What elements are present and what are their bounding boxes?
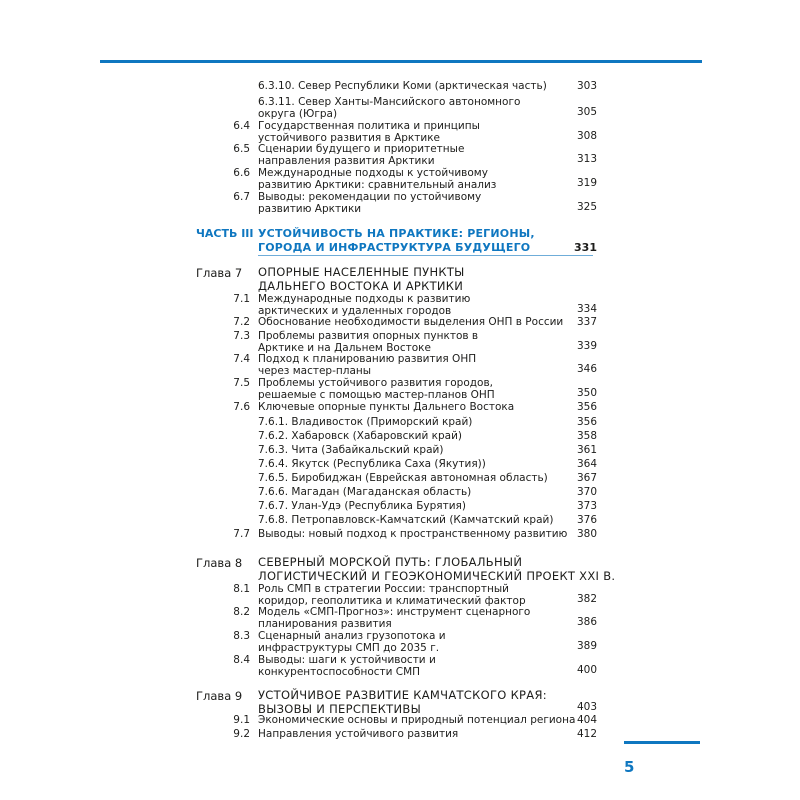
chapter-page: 403 xyxy=(576,701,597,713)
entry-page: 412 xyxy=(576,728,597,740)
entry-number: 8.4 xyxy=(233,654,250,666)
entry-page: 334 xyxy=(576,303,597,315)
entry-title: Модель «СМП-Прогноз»: инструмент сценарного планирования развития xyxy=(258,606,531,630)
entry-page: 386 xyxy=(576,616,597,628)
entry-title: 7.6.2. Хабаровск (Хабаровский край) xyxy=(258,430,463,442)
entry-title: 7.6.1. Владивосток (Приморский край) xyxy=(258,416,473,428)
part-number: ЧАСТЬ III xyxy=(196,227,254,240)
entry-number: 7.1 xyxy=(233,293,250,305)
entry-page: 356 xyxy=(576,401,597,413)
entry-title: 7.6.6. Магадан (Магаданская область) xyxy=(258,486,472,498)
entry-number: 6.4 xyxy=(233,120,250,132)
entry-page: 400 xyxy=(576,664,597,676)
entry-title: Проблемы развития опорных пунктов в Арктике и на Дальнем Востоке xyxy=(258,330,479,354)
chapter-title: ОПОРНЫЕ НАСЕЛЕННЫЕ ПУНКТЫ ДАЛЬНЕГО ВОСТОКА И АРКТИКИ xyxy=(258,265,465,293)
chapter-number: Глава 9 xyxy=(196,689,243,703)
entry-page: 337 xyxy=(576,316,597,328)
entry-title: Государственная политика и принципы устойчивого развития в Арктике xyxy=(258,120,480,144)
entry-page: 380 xyxy=(576,528,597,540)
entry-page: 356 xyxy=(576,416,597,428)
entry-title: Роль СМП в стратегии России: транспортный коридор, геополитика и климатический фактор xyxy=(258,583,526,607)
entry-title: Выводы: шаги к устойчивости и конкурентоспособности СМП xyxy=(258,654,436,678)
entry-number: 6.5 xyxy=(233,143,250,155)
entry-page: 367 xyxy=(576,472,597,484)
entry-number: 7.4 xyxy=(233,353,250,365)
chapter-title: УСТОЙЧИВОЕ РАЗВИТИЕ КАМЧАТСКОГО КРАЯ: ВЫЗОВЫ И ПЕРСПЕКТИВЫ xyxy=(258,688,547,716)
entry-number: 8.3 xyxy=(233,630,250,642)
entry-number: 8.2 xyxy=(233,606,250,618)
bottom-rule xyxy=(624,741,700,744)
entry-title: Обоснование необходимости выделения ОНП в России xyxy=(258,316,564,328)
entry-number: 7.3 xyxy=(233,330,250,342)
entry-title: Экономические основы и природный потенциал региона xyxy=(258,714,576,726)
entry-title: 7.6.5. Биробиджан (Еврейская автономная область) xyxy=(258,472,548,484)
entry-page: 313 xyxy=(576,153,597,165)
chapter-title: СЕВЕРНЫЙ МОРСКОЙ ПУТЬ: ГЛОБАЛЬНЫЙ ЛОГИСТИЧЕСКИЙ И ГЕОЭКОНОМИЧЕСКИЙ ПРОЕКТ XXI В. xyxy=(258,555,616,583)
entry-number: 6.7 xyxy=(233,191,250,203)
entry-number: 8.1 xyxy=(233,583,250,595)
entry-page: 319 xyxy=(576,177,597,189)
entry-page: 325 xyxy=(576,201,597,213)
entry-title: Выводы: рекомендации по устойчивому развитию Арктики xyxy=(258,191,482,215)
entry-number: 7.2 xyxy=(233,316,250,328)
entry-page: 358 xyxy=(576,430,597,442)
entry-title: Ключевые опорные пункты Дальнего Востока xyxy=(258,401,515,413)
chapter-number: Глава 8 xyxy=(196,556,243,570)
entry-title: Международные подходы к устойчивому развитию Арктики: сравнительный анализ xyxy=(258,167,497,191)
entry-page: 370 xyxy=(576,486,597,498)
entry-title: 7.6.8. Петропавловск-Камчатский (Камчатский край) xyxy=(258,514,554,526)
entry-page: 308 xyxy=(576,130,597,142)
entry-title: Подход к планированию развития ОНП через мастер-планы xyxy=(258,353,477,377)
entry-title: 6.3.10. Север Республики Коми (арктическая часть) xyxy=(258,80,547,92)
chapter-number: Глава 7 xyxy=(196,266,243,280)
entry-number: 7.6 xyxy=(233,401,250,413)
entry-page: 339 xyxy=(576,340,597,352)
entry-number: 7.7 xyxy=(233,528,250,540)
entry-page: 364 xyxy=(576,458,597,470)
entry-title: Международные подходы к развитию арктических и удаленных городов xyxy=(258,293,471,317)
entry-number: 6.6 xyxy=(233,167,250,179)
entry-number: 9.2 xyxy=(233,728,250,740)
entry-title: Направления устойчивого развития xyxy=(258,728,459,740)
part-page: 331 xyxy=(574,241,597,254)
entry-page: 346 xyxy=(576,363,597,375)
entry-number: 9.1 xyxy=(233,714,250,726)
entry-page: 382 xyxy=(576,593,597,605)
entry-page: 389 xyxy=(576,640,597,652)
part-title: УСТОЙЧИВОСТЬ НА ПРАКТИКЕ: РЕГИОНЫ, ГОРОДА И ИНФРАСТРУКТУРА БУДУЩЕГО xyxy=(258,227,535,254)
entry-page: 305 xyxy=(576,106,597,118)
entry-title: 7.6.7. Улан-Удэ (Республика Бурятия) xyxy=(258,500,466,512)
entry-page: 303 xyxy=(576,80,597,92)
entry-title: Сценарный анализ грузопотока и инфраструктуры СМП до 2035 г. xyxy=(258,630,446,654)
entry-title: 7.6.4. Якутск (Республика Саха (Якутия)) xyxy=(258,458,486,470)
entry-number: 7.5 xyxy=(233,377,250,389)
entry-title: Выводы: новый подход к пространственному развитию xyxy=(258,528,568,540)
part-divider xyxy=(258,255,593,256)
entry-page: 373 xyxy=(576,500,597,512)
entry-title: 6.3.11. Север Ханты-Мансийского автономного округа (Югра) xyxy=(258,96,521,120)
entry-page: 376 xyxy=(576,514,597,526)
entry-page: 404 xyxy=(576,714,597,726)
entry-title: Проблемы устойчивого развития городов, решаемые с помощью мастер-планов ОНП xyxy=(258,377,495,401)
entry-page: 350 xyxy=(576,387,597,399)
entry-page: 361 xyxy=(576,444,597,456)
entry-title: 7.6.3. Чита (Забайкальский край) xyxy=(258,444,444,456)
entry-title: Сценарии будущего и приоритетные направления развития Арктики xyxy=(258,143,465,167)
page-number: 5 xyxy=(624,758,635,776)
